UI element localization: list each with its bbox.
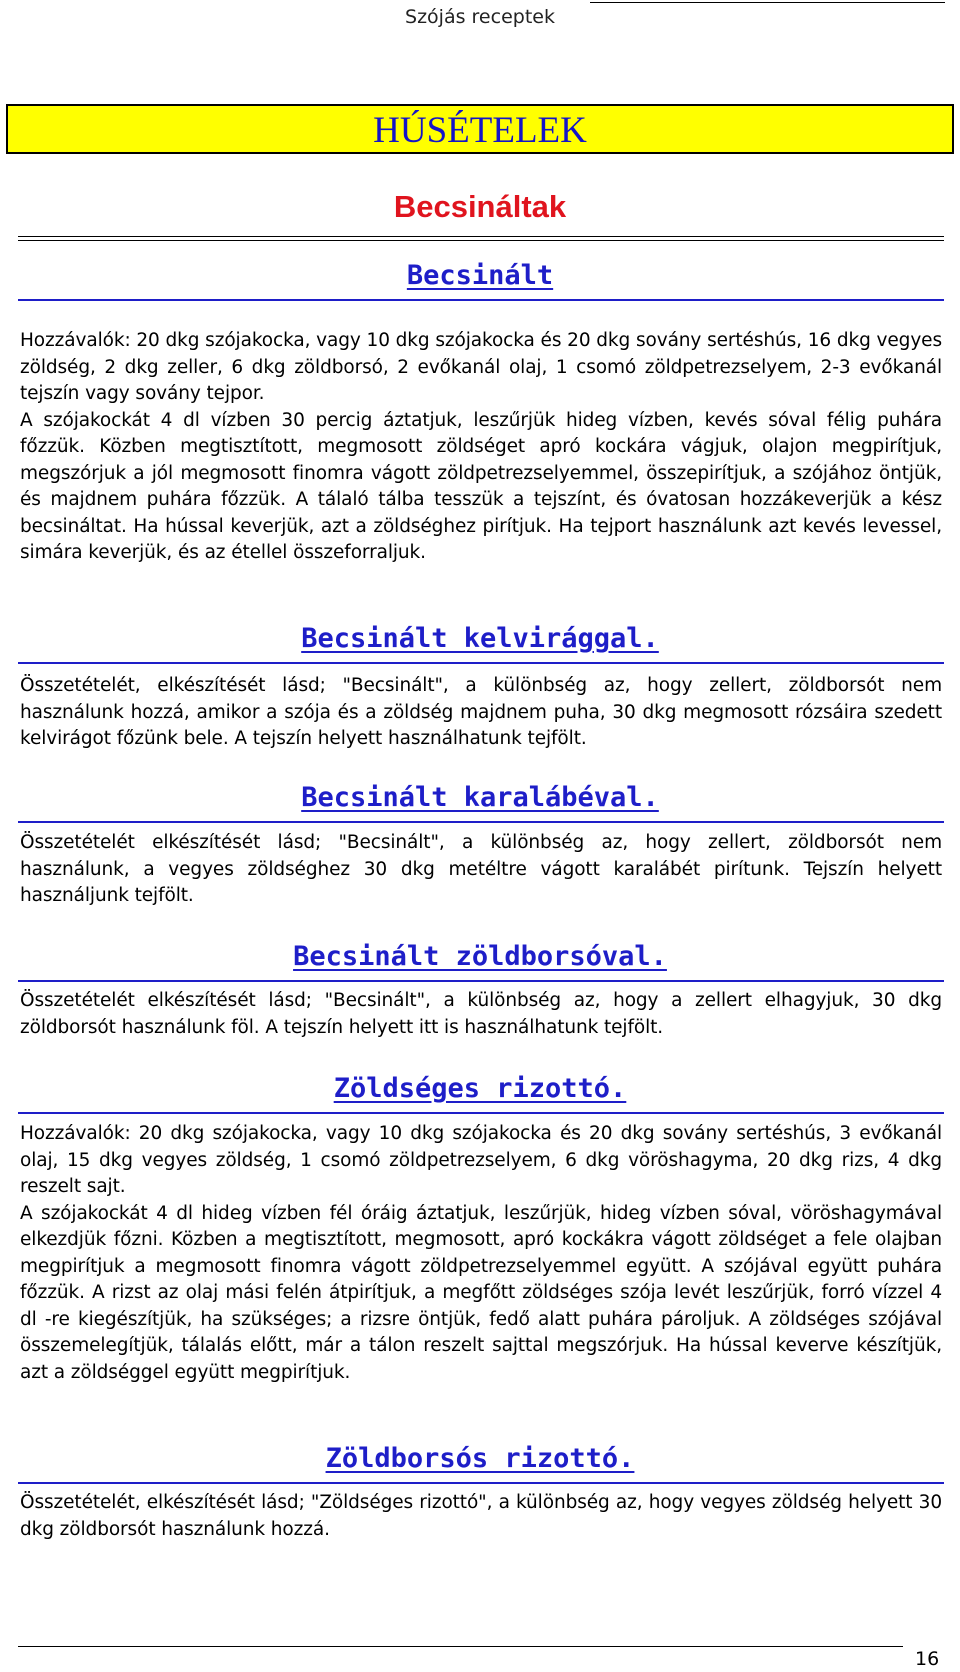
recipe-title: Becsinált kelvirággal. (301, 623, 659, 654)
recipe-paragraph: Hozzávalók: 20 dkg szójakocka, vagy 10 dkg szójakocka és 20 dkg sovány sertéshús, 16 dkg vegyes zöldség, 2 dkg zeller, 6 dkg zöldborsó, 2 evőkanál olaj, 1 csomó zöldpetrezselyem, 2-3 evőkanál tejszín vagy sovány tejpor. (20, 330, 942, 404)
recipe-paragraph: A szójakockát 4 dl hideg vízben fél óráig áztatjuk, leszűrjük, hideg vízben sóval, vöröshagymával elkezdjük főzni. Közben a megtisztított, megmosott, apró kockákra vágott zöldséget a fele olajban megpirítjuk a megmosott finomra vágott zöldpetrezselyemmel együtt. A szójával együtt puhára főzzük. A rizst az olaj mási felén átpirítjuk, a megfőtt zöldséges szója levét leszűrjük, forró vízzel 4 dl -re kiegészítjük, ha szükséges; a rizsre öntjük, fedő alatt puhára pároljuk. A zöldséges szójával összemelegítjük, tálalás előtt, már a tálon reszelt sajttal megszórjuk. Ha hússal keverve készítjük, azt a zöldséggel együtt megpirítjuk. (20, 1202, 942, 1383)
running-header: Szójás receptek (405, 6, 555, 28)
recipe-title: Becsinált (406, 260, 554, 291)
section-rule (18, 236, 944, 241)
recipe-rule (18, 1112, 944, 1114)
chapter-banner (6, 104, 954, 154)
recipe-title: Zöldséges rizottó. (333, 1073, 627, 1104)
recipe-body (20, 830, 942, 910)
page-number: 16 (915, 1648, 940, 1670)
chapter-title: HÚSÉTELEK (373, 110, 587, 151)
recipe-paragraph: Hozzávalók: 20 dkg szójakocka, vagy 10 dkg szójakocka és 20 dkg sovány sertéshús, 3 evőkanál olaj, 15 dkg vegyes zöldség, 1 csomó zöldpetrezselyem, 6 dkg vöröshagyma, 20 dkg rizs, 4 dkg reszelt sajt. (20, 1123, 942, 1197)
recipe-title: Becsinált karalábéval. (301, 782, 659, 813)
recipe-rule (18, 662, 944, 664)
header-rule (590, 2, 945, 3)
section-title: Becsináltak (393, 189, 567, 224)
recipe-paragraph: A szójakockát 4 dl vízben 30 percig áztatjuk, leszűrjük hideg vízben, kevés sóval félig puhára főzzük. Közben megtisztított, megmosott zöldséget apró kockára vágjuk, olajon megpirítjuk, megszórjuk a jól megmosott finomra vágott zöldpetrezselyemmel, összepirítjuk, a szójához öntjük, és majdnem puhára főzzük. A tálaló tálba tesszük a tejszínt, és óvatosan hozzákeverjük a kész becsináltat. Ha hússal keverjük, azt a zöldséghez pirítjuk. Ha tejport használunk azt kevés levessel, simára keverjük, és az étellel összeforraljuk. (20, 409, 942, 563)
footer-rule (18, 1646, 903, 1647)
recipe-rule (18, 821, 944, 823)
recipe-rule (18, 980, 944, 982)
recipe-body (20, 673, 942, 753)
recipe-paragraph: Összetételét, elkészítését lásd; "Zöldséges rizottó", a különbség az, hogy vegyes zöldség helyett 30 dkg zöldborsót használunk hozzá. (20, 1492, 942, 1540)
recipe-body (20, 328, 942, 567)
recipe-paragraph: Összetételét elkészítését lásd; "Becsinált", a különbség az, hogy zellert, zöldborsót nem használunk, a vegyes zöldséghez 30 dkg metéltre vágott karalábét pirítunk. Tejszín helyett használjunk tejfölt. (20, 832, 942, 906)
recipe-body (20, 988, 942, 1041)
recipe-title: Becsinált zöldborsóval. (293, 941, 667, 972)
recipe-paragraph: Összetételét, elkészítését lásd; "Becsinált", a különbség az, hogy zellert, zöldborsót nem használunk hozzá, amikor a szója és a zöldség majdnem puha, 30 dkg megmosott rózsáira szedett kelvirágot főzünk bele. A tejszín helyett használhatunk tejfölt. (20, 675, 942, 749)
recipe-paragraph: Összetételét elkészítését lásd; "Becsinált", a különbség az, hogy a zellert elhagyjuk, 30 dkg zöldborsót használunk föl. A tejszín helyett itt is használhatunk tejfölt. (20, 990, 942, 1038)
recipe-rule (18, 299, 944, 301)
recipe-title: Zöldborsós rizottó. (325, 1443, 635, 1474)
recipe-body (20, 1490, 942, 1543)
recipe-rule (18, 1482, 944, 1484)
recipe-body (20, 1121, 942, 1386)
